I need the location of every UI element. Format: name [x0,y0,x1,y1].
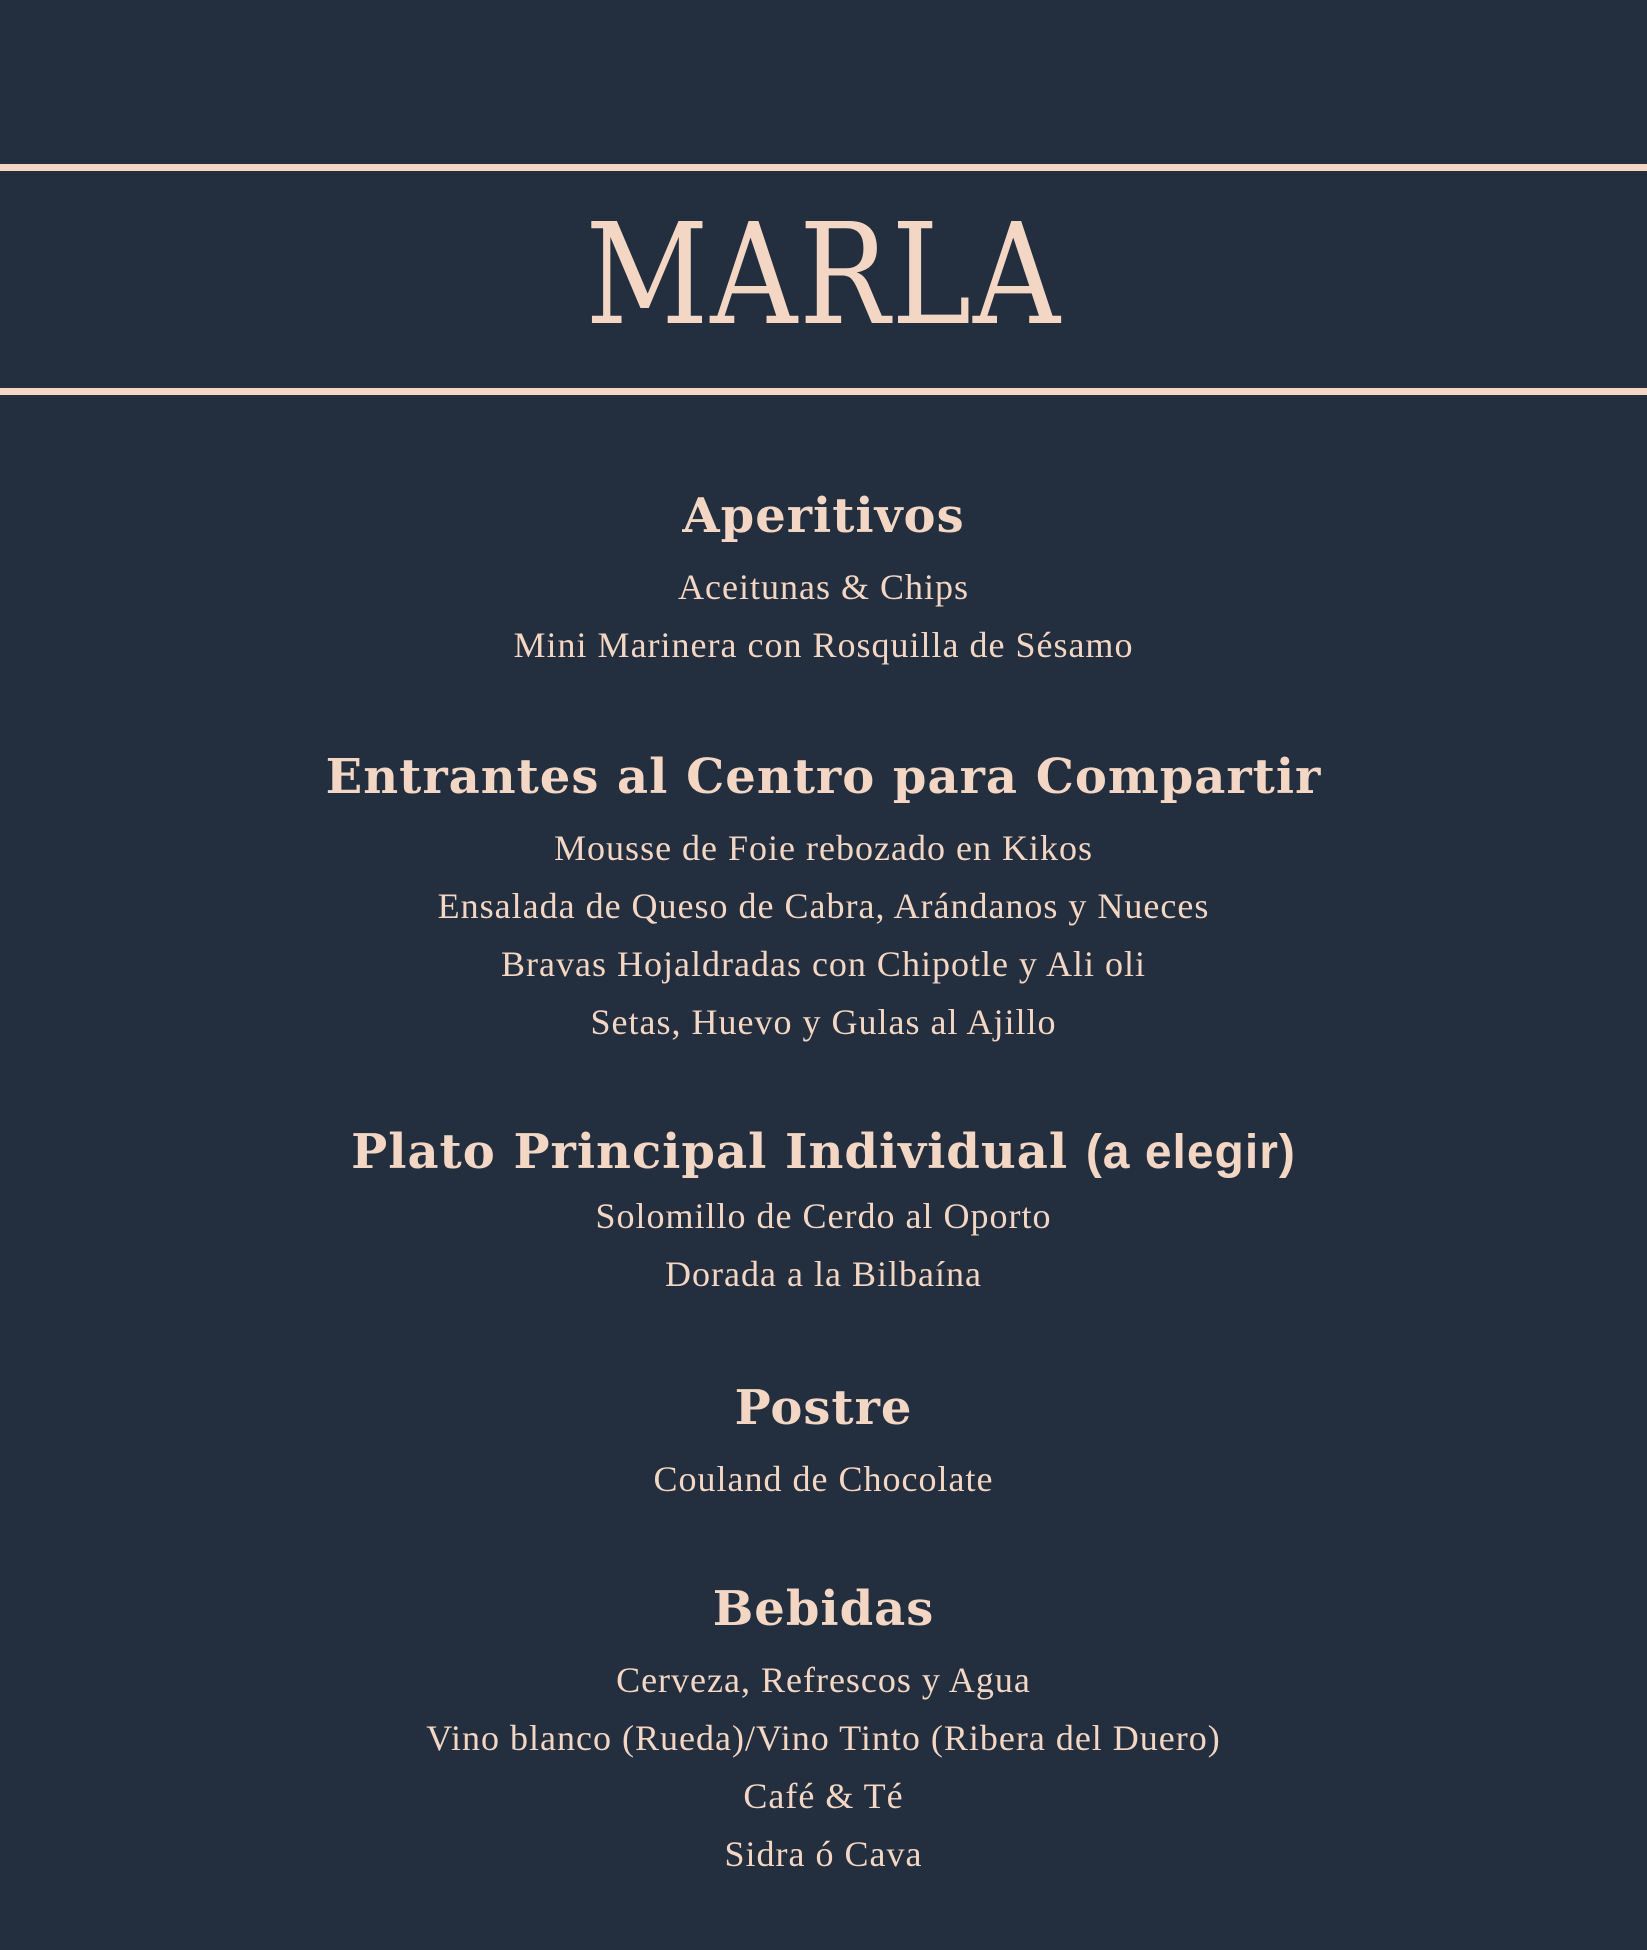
section-heading: Bebidas [712,1581,935,1637]
menu-item: Dorada a la Bilbaína [665,1254,982,1294]
restaurant-title: MARLA [585,194,1062,357]
menu-item: Mini Marinera con Rosquilla de Sésamo [513,625,1134,665]
menu-item: Solomillo de Cerdo al Oporto [595,1196,1052,1236]
section-heading: Postre [734,1380,913,1436]
menu-item-list [0,558,1647,674]
section-heading-note: (a elegir) [1085,1126,1296,1179]
menu-item: Bravas Hojaldradas con Chipotle y Ali oli [501,944,1146,984]
menu-item-list [0,1187,1647,1303]
menu-item: Aceitunas & Chips [678,567,969,607]
section-heading: Entrantes al Centro para Compartir [325,749,1322,805]
section-bebidas [0,1573,1647,1883]
menu-item: Sidra ó Cava [724,1834,923,1874]
menu-item: Vino blanco (Rueda)/Vino Tinto (Ribera del Duero) [426,1718,1221,1758]
menu-item: Couland de Chocolate [653,1459,994,1499]
section-postre [0,1372,1647,1508]
menu-item-list [0,1450,1647,1508]
bottom-divider [0,388,1647,395]
menu-item: Ensalada de Queso de Cabra, Arándanos y Nueces [437,886,1210,926]
section-plato-principal [0,1116,1647,1303]
menu-item-list [0,1651,1647,1883]
section-heading: Aperitivos [682,488,965,544]
menu-item-list [0,819,1647,1051]
menu-item: Café & Té [743,1776,904,1816]
section-entrantes [0,741,1647,1051]
menu-item: Mousse de Foie rebozado en Kikos [554,828,1093,868]
menu-item: Setas, Huevo y Gulas al Ajillo [590,1002,1057,1042]
menu-item: Cerveza, Refrescos y Agua [616,1660,1031,1700]
section-heading [0,1116,1647,1189]
section-aperitivos [0,480,1647,674]
section-heading-text: Plato Principal Individual [351,1124,1069,1180]
top-divider [0,164,1647,171]
